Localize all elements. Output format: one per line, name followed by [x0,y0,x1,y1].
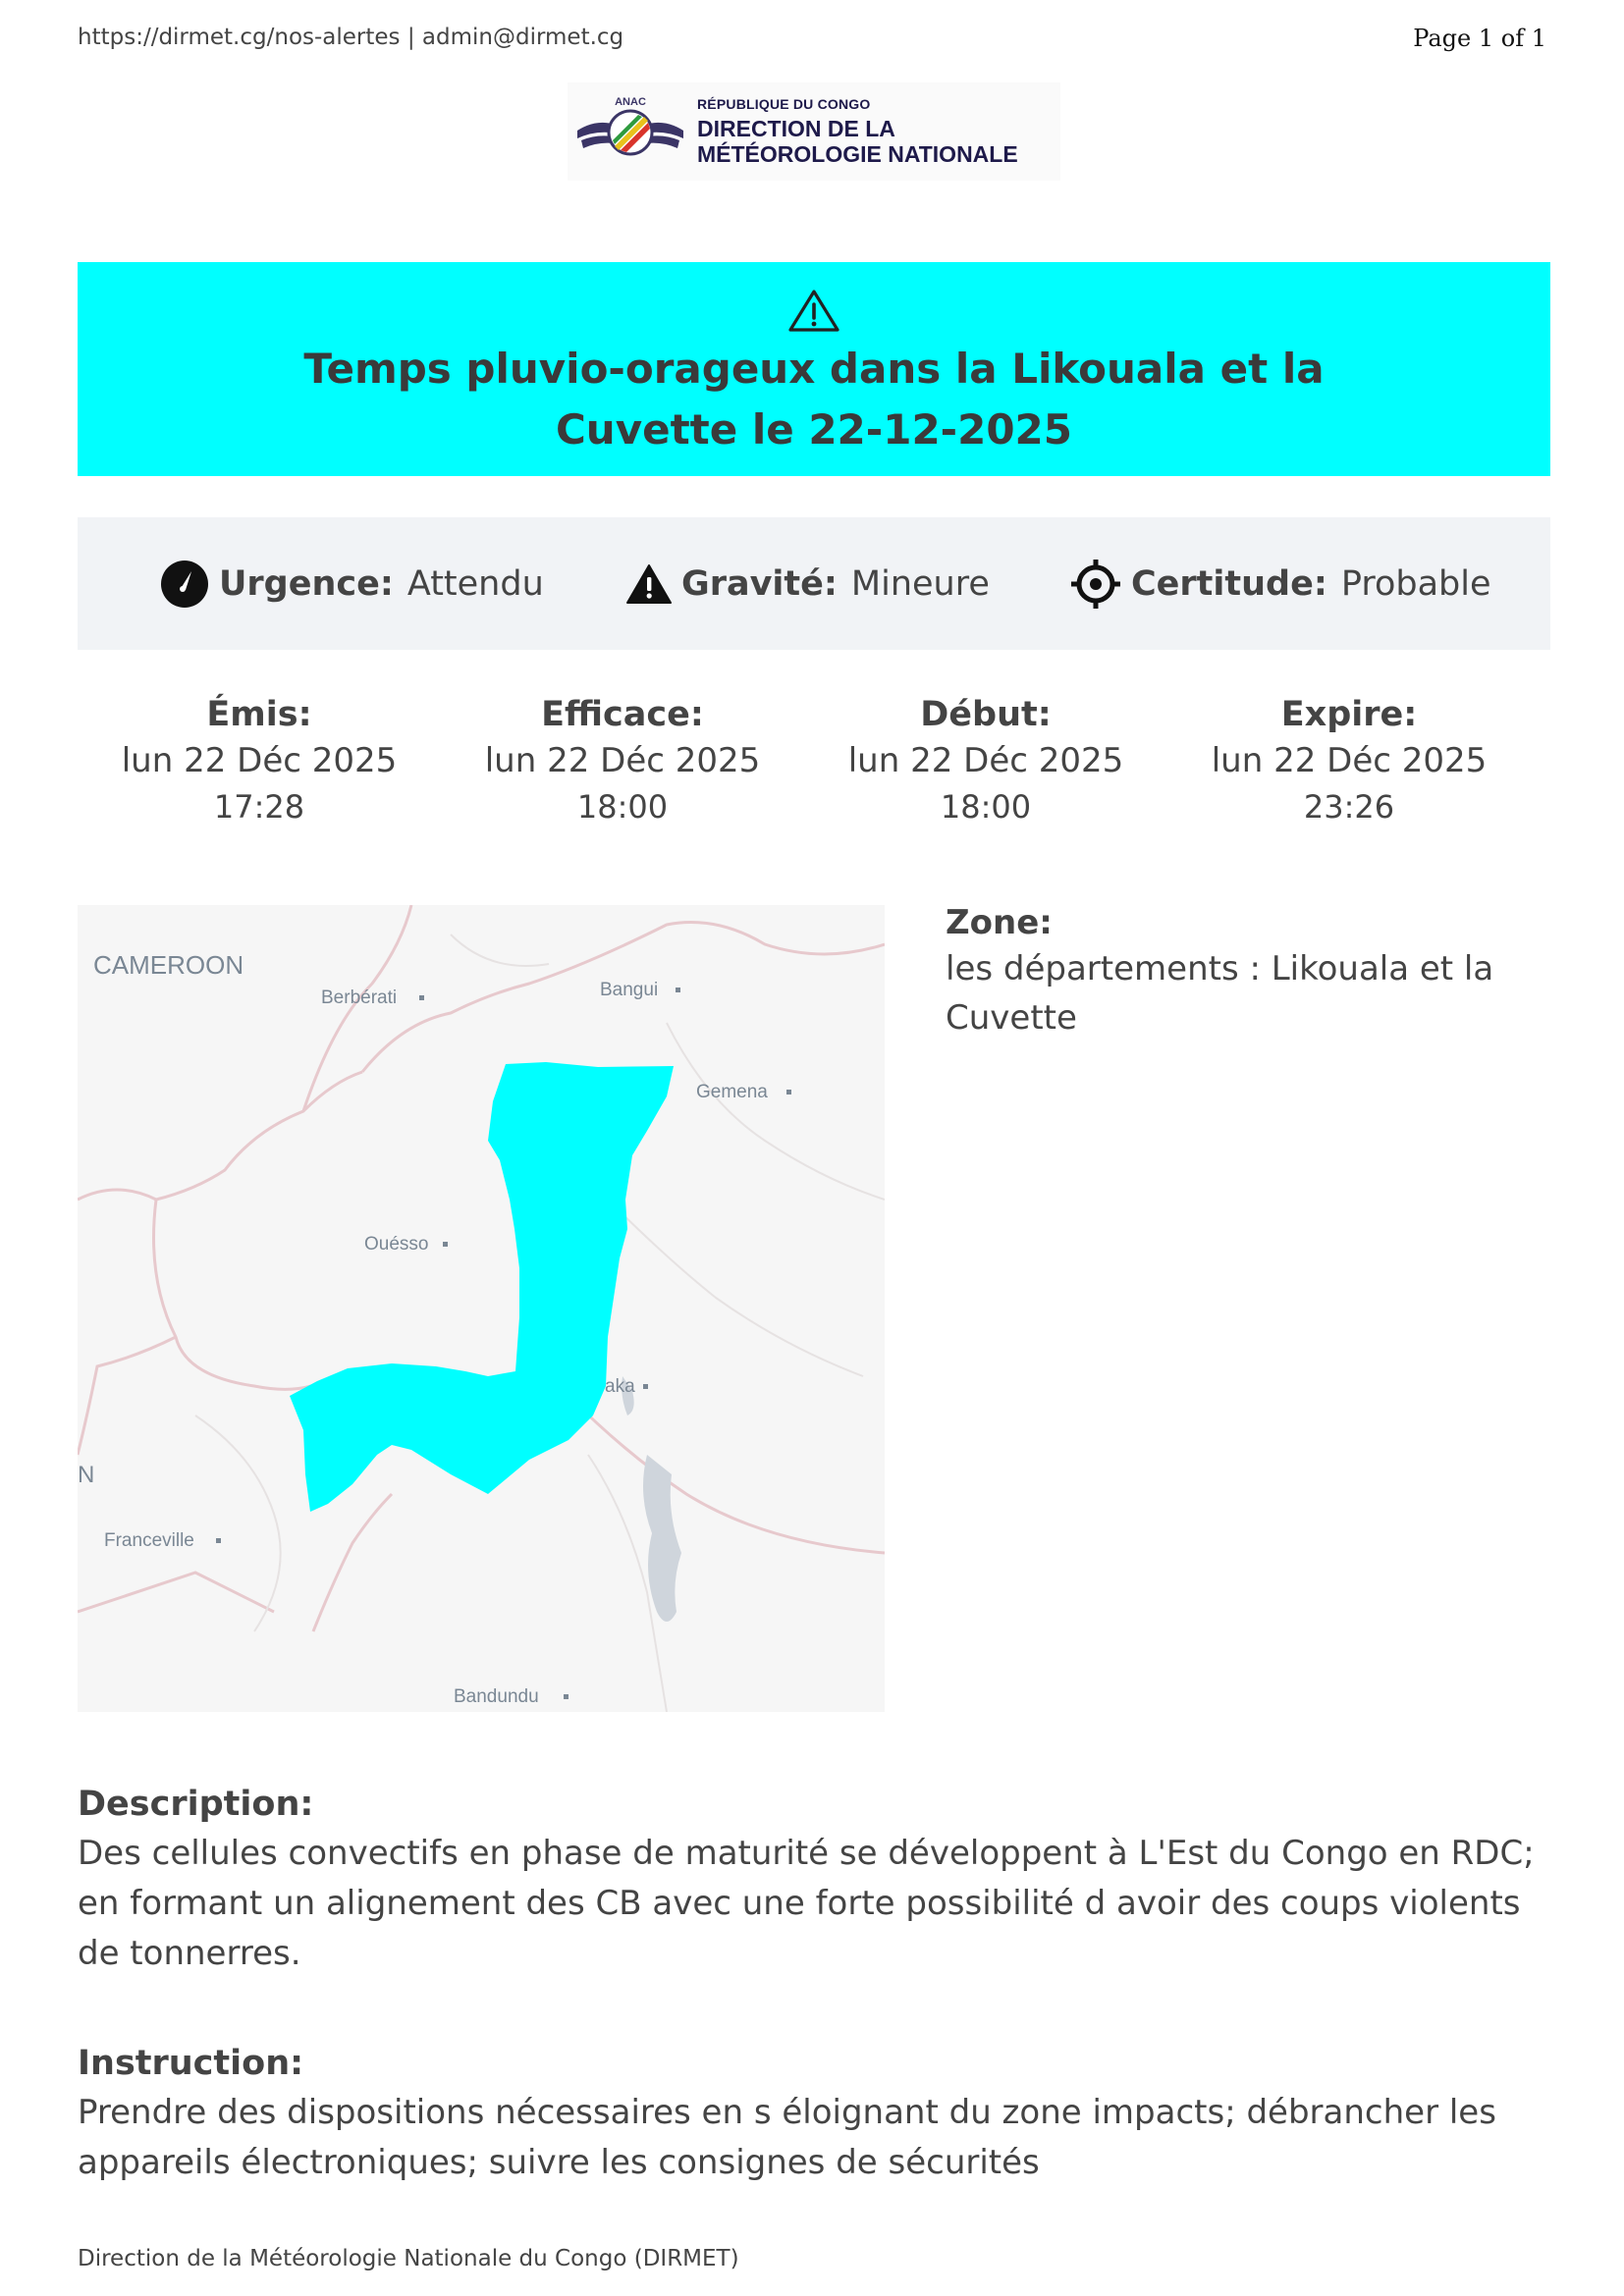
date-effective [441,693,804,828]
logo-badge-text: ANAC [615,96,646,108]
footer-text: Direction de la Météorologie Nationale du Congo (DIRMET) [78,2246,739,2271]
anac-emblem-icon [569,87,691,176]
date-label: Début: [920,695,1052,734]
time-value: 23:26 [1303,788,1395,826]
page-number: Page 1 of 1 [1413,25,1546,52]
date-label: Efficace: [541,695,704,734]
date-value: lun 22 Déc 2025 [484,741,761,780]
date-label: Expire: [1280,695,1418,734]
date-issued [78,693,441,828]
time-value: 18:00 [940,788,1032,826]
certainty-item [1070,559,1491,610]
zone-label: Zone: [946,903,1053,942]
date-value: lun 22 Déc 2025 [121,741,398,780]
clock-icon [160,560,209,609]
alert-banner [78,262,1550,476]
warning-triangle-icon [787,288,840,333]
logo-text [697,96,1018,167]
warning-icon [626,563,672,605]
map-label-country: CAMEROON [93,950,244,980]
map-canvas [78,905,885,1712]
header-url-line: https://dirmet.cg/nos-alertes | admin@dirmet.cg [78,25,624,50]
time-value: 18:00 [576,788,669,826]
urgency-item [160,560,544,609]
urgency-label: Urgence: [219,563,394,604]
time-value: 17:28 [213,788,305,826]
logo-country: RÉPUBLIQUE DU CONGO [697,96,871,112]
instruction-text: Prendre des dispositions nécessaires en s éloignant du zone impacts; débrancher les appareils électroniques; suivre les consignes de sécurités [78,2093,1496,2182]
certainty-value: Probable [1340,563,1491,604]
map-label-city: Gemena [696,1082,768,1102]
map-label-city: Bandundu [454,1686,539,1707]
date-value: lun 22 Déc 2025 [847,741,1124,780]
severity-label: Gravité: [681,563,838,604]
description-section [78,1780,1550,1979]
zone-section [946,901,1495,1042]
certainty-label: Certitude: [1131,563,1327,604]
date-value: lun 22 Déc 2025 [1211,741,1488,780]
alert-properties [78,517,1550,650]
dirmet-logo [568,82,1060,181]
date-label: Émis: [206,695,312,734]
date-onset [804,693,1167,828]
instruction-label: Instruction: [78,2044,304,2083]
urgency-value: Attendu [406,563,544,604]
severity-value: Mineure [850,563,990,604]
date-expires [1167,693,1531,828]
instruction-section [78,2039,1550,2188]
map-label-city: Ouésso [364,1234,429,1255]
map-label-city: Berbérati [321,988,398,1008]
alert-title: Temps pluvio-orageux dans la Likouala et la Cuvette le 22-12-2025 [303,345,1325,454]
description-label: Description: [78,1785,314,1824]
logo-line-1: DIRECTION DE LA [697,116,895,141]
description-text: Des cellules convectifs en phase de maturité se développent à L'Est du Congo en RDC; en formant un alignement des CB avec une forte possibilité d avoir des coups violents de tonnerres. [78,1834,1535,1973]
alert-area-map[interactable] [78,905,885,1712]
severity-item [626,563,990,605]
map-label-country-partial: N [78,1462,95,1488]
map-label-city: aka [605,1376,635,1397]
map-label-city: Franceville [104,1530,194,1551]
crosshair-icon [1070,559,1121,610]
map-label-city: Bangui [600,980,659,1000]
alert-dates [78,693,1550,828]
logo-line-2: MÉTÉOROLOGIE NATIONALE [697,141,1018,167]
zone-value: les départements : Likouala et la Cuvette [946,949,1494,1038]
